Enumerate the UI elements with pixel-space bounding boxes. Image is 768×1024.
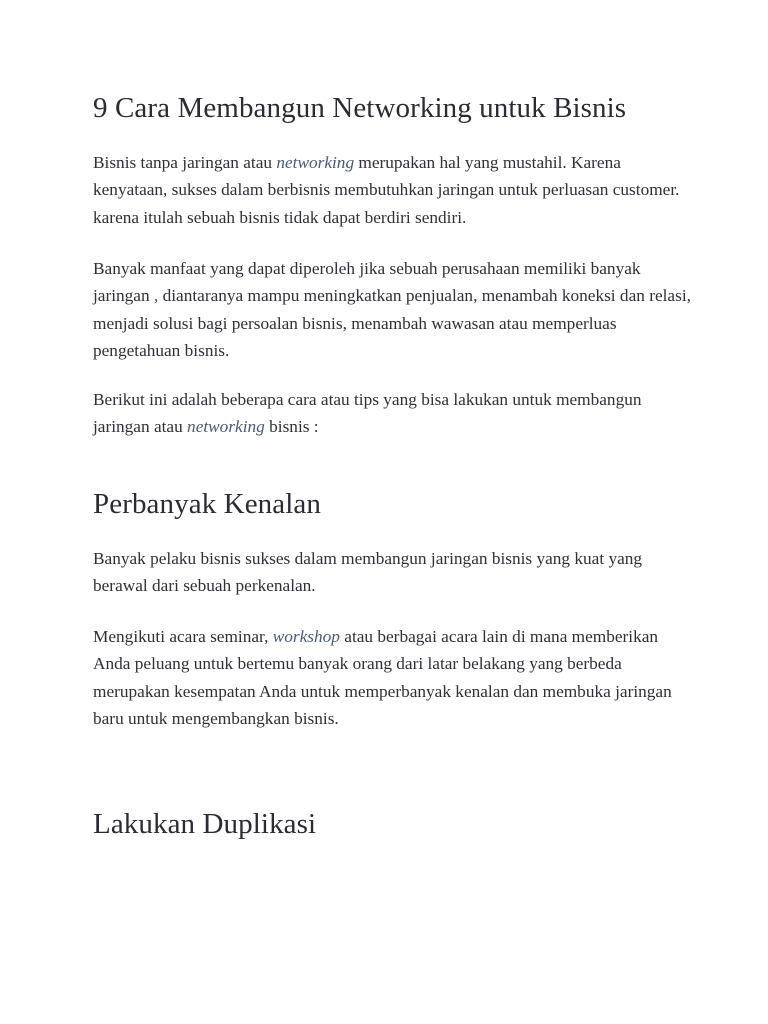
paragraph-text: diantaranya mampu meningkatkan penjualan, menambah koneksi dan relasi, menjadi solusi bagi persoalan bisnis, menambah wawasan atau memperluas pengetahuan bisnis. (93, 286, 691, 360)
section1-paragraph-2 (93, 623, 693, 732)
emphasis-networking: networking (187, 417, 265, 437)
paragraph-text: Bisnis tanpa jaringan atau (93, 153, 277, 172)
paragraph-text: bisnis : (264, 417, 319, 437)
paragraph-text: atau berbagai acara lain di mana memberikan Anda peluang untuk bertemu banyak orang dari latar belakang yang berbeda merupakan kesempatan Anda untuk memperbanyak kenalan dan membuka jaringan baru untuk mengembangkan bisnis. (93, 627, 672, 728)
paragraph-text: merupakan hal yang mustahil. Karena kenyataan, sukses dalam berbisnis membutuhkan jaringan untuk perluasan customer. karena itulah sebuah bisnis tidak dapat berdiri sendiri. (93, 153, 680, 227)
section-heading-perbanyak-kenalan: Perbanyak Kenalan (93, 488, 321, 520)
article-title: 9 Cara Membangun Networking untuk Bisnis (93, 92, 627, 124)
emphasis-networking: networking (276, 153, 355, 172)
paragraph-text: Banyak manfaat yang dapat diperoleh jika sebuah perusahaan memiliki banyak jaringan (93, 259, 641, 306)
paragraph-text: Mengikuti acara seminar, (93, 627, 273, 646)
paragraph-text: Berikut ini adalah beberapa cara atau tips yang bisa lakukan untuk membangun jaringan atau (93, 390, 642, 437)
intro-paragraph-2 (93, 255, 693, 364)
section1-paragraph-1: Banyak pelaku bisnis sukses dalam membangun jaringan bisnis yang kuat yang berawal dari sebuah perkenalan. (93, 549, 643, 596)
emphasis-workshop: workshop (272, 627, 340, 646)
emphasis-comma: , (153, 286, 159, 306)
intro-paragraph-1 (93, 149, 693, 231)
intro-paragraph-3 (93, 386, 693, 441)
section-heading-lakukan-duplikasi: Lakukan Duplikasi (93, 808, 317, 840)
